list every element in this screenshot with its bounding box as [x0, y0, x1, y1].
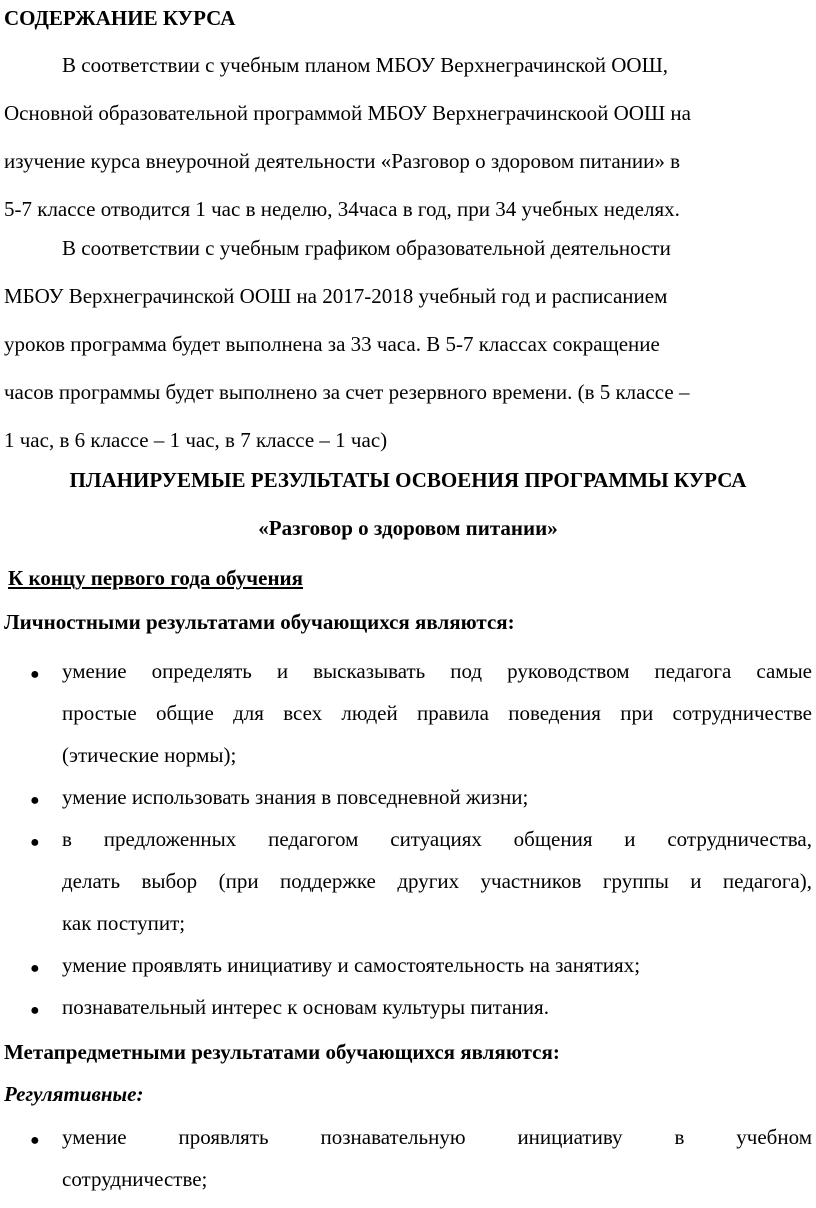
heading-personal-results: Личностными результатами обучающихся являются:: [4, 610, 515, 634]
bullet-icon: ●: [30, 792, 40, 809]
bullet-icon: ●: [30, 1132, 40, 1149]
list-item-line: умение проявлять познавательную инициативу в учебном: [62, 1125, 812, 1149]
paragraph-line: В соответствии с учебным графиком образовательной деятельности: [62, 236, 671, 260]
bullet-icon: ●: [30, 960, 40, 977]
paragraph-line: часов программы будет выполнено за счет резервного времени. (в 5 классе –: [4, 380, 690, 404]
list-item-line: умение использовать знания в повседневной жизни;: [62, 785, 529, 809]
course-title: «Разговор о здоровом питании»: [258, 516, 558, 540]
heading-planned-results: ПЛАНИРУЕМЫЕ РЕЗУЛЬТАТЫ ОСВОЕНИЯ ПРОГРАММЫ КУРСА: [69, 468, 747, 492]
paragraph-line: МБОУ Верхнеграчинской ООШ на 2017-2018 учебный год и расписанием: [4, 284, 668, 308]
bullet-icon: ●: [30, 666, 40, 683]
list-item-line: умение определять и высказывать под руководством педагога самые: [62, 659, 812, 683]
list-item-line: как поступит;: [62, 911, 186, 935]
list-item-line: в предложенных педагогом ситуациях общения и сотрудничества,: [62, 827, 812, 851]
paragraph-line: изучение курса внеурочной деятельности «Разговор о здоровом питании» в: [4, 149, 681, 173]
list-item-text: [62, 776, 812, 818]
heading-meta-results: Метапредметными результатами обучающихся являются:: [4, 1040, 560, 1064]
bullet-icon: ●: [30, 1002, 40, 1019]
list-item-line: делать выбор (при поддержке других участников группы и педагога),: [62, 869, 812, 893]
list-item-text: [62, 818, 812, 944]
paragraph-schedule: [4, 224, 812, 464]
subheading-year-end: К концу первого года обучения: [8, 566, 304, 590]
list-item-line: (этические нормы);: [62, 743, 237, 767]
paragraph-line: В соответствии с учебным планом МБОУ Верхнеграчинской ООШ,: [62, 53, 669, 77]
paragraph-line: 5-7 классе отводится 1 час в неделю, 34часа в год, при 34 учебных неделях.: [4, 197, 680, 221]
heading-regulative: Регулятивные:: [4, 1082, 144, 1106]
list-item-line: сотрудничестве;: [62, 1167, 208, 1191]
list-item-line: простые общие для всех людей правила поведения при сотрудничестве: [62, 701, 812, 725]
list-item-text: [62, 1116, 812, 1200]
list-item-text: [62, 650, 812, 776]
list-item-text: [62, 944, 812, 986]
heading-course-content: СОДЕРЖАНИЕ КУРСА: [4, 6, 236, 30]
paragraph-line: уроков программа будет выполнена за 33 часа. В 5-7 классах сокращение: [4, 332, 660, 356]
paragraph-line: Основной образовательной программой МБОУ Верхнеграчинскоой ООШ на: [4, 101, 691, 125]
bullet-icon: ●: [30, 834, 40, 851]
paragraph-line: 1 час, в 6 классе – 1 час, в 7 классе – 1 час): [4, 428, 388, 452]
paragraph-curriculum: [4, 41, 812, 233]
list-item-line: познавательный интерес к основам культуры питания.: [62, 995, 549, 1019]
list-item-text: [62, 986, 812, 1028]
list-item-line: умение проявлять инициативу и самостоятельность на занятиях;: [62, 953, 641, 977]
